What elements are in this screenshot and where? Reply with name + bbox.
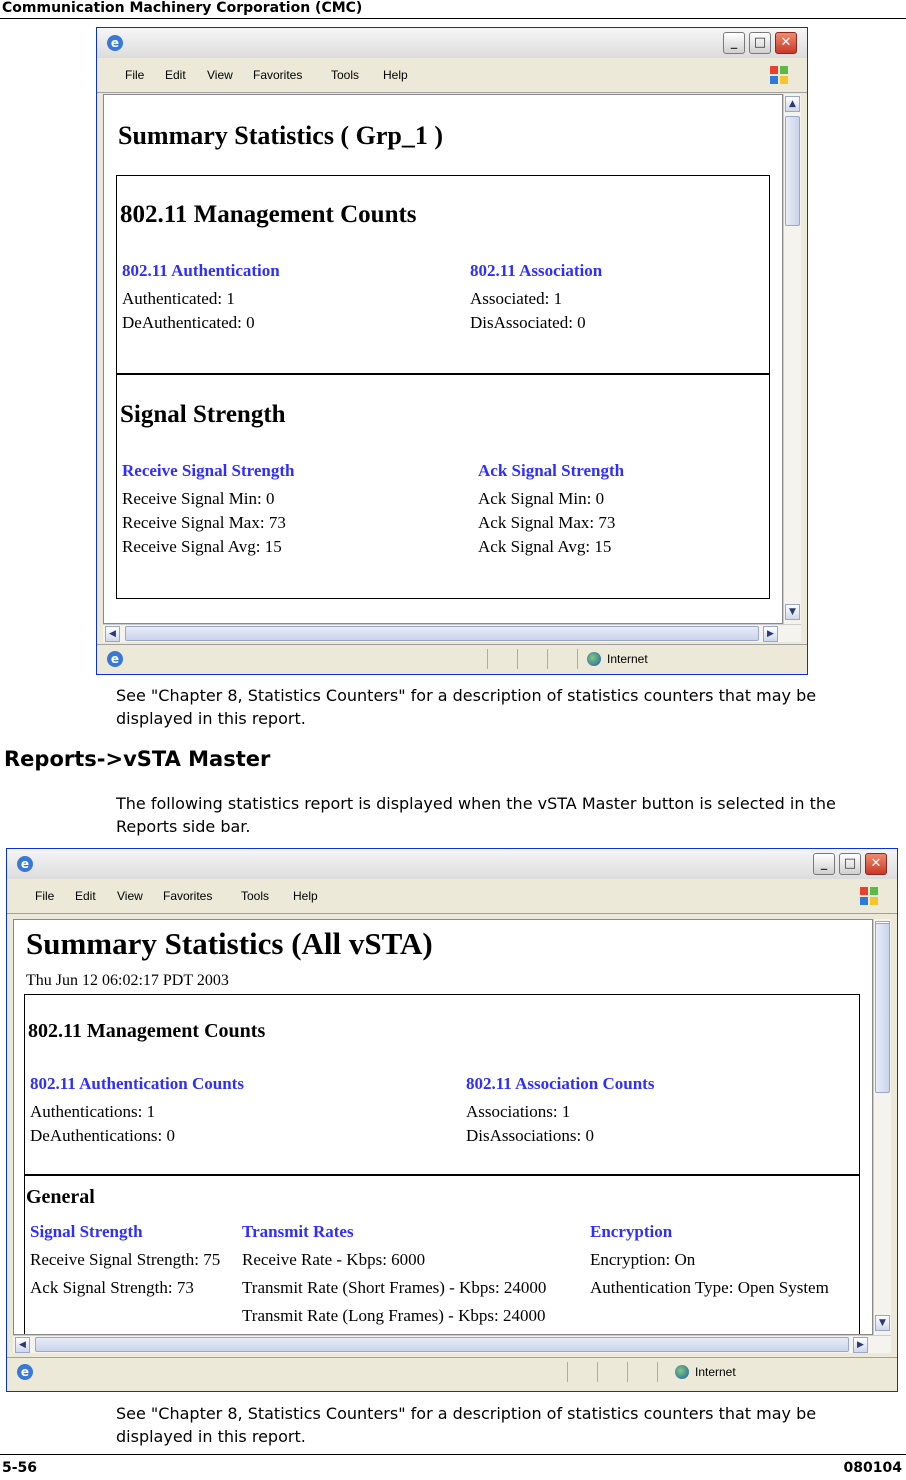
scroll-right-icon[interactable]: ▶ [763,626,778,642]
close-button[interactable]: ✕ [775,32,797,54]
encryption-value: Encryption: On [590,1250,696,1269]
ack-max-value: Ack Signal Max: 73 [478,513,616,532]
page-content [103,94,783,624]
assoc-counts-link[interactable]: 802.11 Association Counts [466,1074,655,1093]
menu-tools[interactable]: Tools [331,68,360,82]
auth-value: Authentications: 1 [30,1102,156,1121]
scroll-left-icon[interactable]: ◀ [105,626,120,642]
status-bar [7,1357,897,1386]
assoc-value: Associations: 1 [466,1102,571,1121]
close-button[interactable]: ✕ [865,853,887,875]
running-header: Communication Machinery Corporation (CMC) [2,0,363,16]
title-bar [7,849,897,880]
auth-counts-link[interactable]: 802.11 Authentication Counts [30,1074,244,1093]
internet-globe-icon [675,1365,689,1379]
scroll-right-icon[interactable]: ▶ [853,1337,868,1353]
page-number: 5-56 [2,1460,38,1476]
status-separator [567,1362,568,1382]
status-zone: Internet [607,652,648,666]
status-separator [597,1362,598,1382]
disassoc-value: DisAssociated: 0 [470,313,586,332]
divider [116,373,770,375]
rx-signal-value: Receive Signal Strength: 75 [30,1250,221,1269]
horizontal-scrollbar[interactable] [13,1335,891,1353]
deauth-value: DeAuthenticated: 0 [122,313,255,332]
paragraph-1: See "Chapter 8, Statistics Counters" for a description of statistics counters that may be displayed in this report. [116,686,817,728]
menu-favorites[interactable]: Favorites [163,889,213,903]
management-heading: 802.11 Management Counts [120,201,417,228]
transmit-rates-link[interactable]: Transmit Rates [242,1222,354,1241]
menu-edit[interactable]: Edit [75,889,96,903]
minimize-button[interactable]: _ [723,32,745,54]
report-date: Thu Jun 12 06:02:17 PDT 2003 [26,972,229,989]
status-separator [517,649,518,669]
tx-short-value: Transmit Rate (Short Frames) - Kbps: 24000 [242,1278,547,1297]
ie-icon: e [17,856,33,872]
tx-long-value: Transmit Rate (Long Frames) - Kbps: 24000 [242,1306,546,1325]
status-separator [627,1362,628,1382]
ack-signal-value: Ack Signal Strength: 73 [30,1278,194,1297]
horizontal-scrollbar[interactable] [103,624,801,642]
vertical-scrollbar[interactable] [873,919,891,1335]
ack-signal-link[interactable]: Ack Signal Strength [478,461,625,480]
scroll-thumb[interactable] [875,923,890,1093]
paragraph-3: See "Chapter 8, Statistics Counters" for a description of statistics counters that may be displayed in this report. [116,1404,817,1446]
page-icon: e [17,1364,33,1380]
report-title: Summary Statistics (All vSTA) [26,926,433,961]
browser-window-allvsta [6,848,898,1392]
menu-help[interactable]: Help [293,889,318,903]
signal-heading: Signal Strength [120,401,286,428]
stats-panel [116,175,770,599]
maximize-button[interactable]: □ [749,32,771,54]
rx-max-value: Receive Signal Max: 73 [122,513,286,532]
scroll-down-icon[interactable]: ▼ [785,604,800,620]
page-icon: e [107,651,123,667]
menu-edit[interactable]: Edit [165,68,186,82]
report-title: Summary Statistics ( Grp_1 ) [118,121,443,150]
title-bar [97,28,807,59]
menu-bar [97,58,807,93]
doc-id: 080104 [843,1460,902,1476]
status-separator [547,649,548,669]
disassoc-value: DisAssociations: 0 [466,1126,594,1145]
signal-strength-link[interactable]: Signal Strength [30,1222,143,1241]
divider [24,1174,860,1176]
deauth-value: DeAuthentications: 0 [30,1126,175,1145]
footer-rule [0,1454,906,1455]
encryption-link[interactable]: Encryption [590,1222,673,1241]
page-content [13,919,873,1335]
menu-view[interactable]: View [117,889,143,903]
hscroll-thumb[interactable] [125,626,759,641]
rx-min-value: Receive Signal Min: 0 [122,489,275,508]
ie-icon: e [107,35,123,51]
scroll-left-icon[interactable]: ◀ [15,1337,30,1353]
menu-favorites[interactable]: Favorites [253,68,303,82]
general-heading: General [26,1186,95,1208]
rx-rate-value: Receive Rate - Kbps: 6000 [242,1250,426,1269]
assoc-link[interactable]: 802.11 Association [470,261,603,280]
auth-type-value: Authentication Type: Open System [590,1278,829,1297]
windows-logo-icon [859,886,879,906]
rx-avg-value: Receive Signal Avg: 15 [122,537,282,556]
browser-window-grp1 [96,27,808,675]
status-zone: Internet [695,1365,736,1379]
maximize-button[interactable]: □ [839,853,861,875]
auth-link[interactable]: 802.11 Authentication [122,261,280,280]
menu-bar [7,879,897,914]
menu-view[interactable]: View [207,68,233,82]
ack-min-value: Ack Signal Min: 0 [478,489,605,508]
assoc-value: Associated: 1 [470,289,563,308]
auth-value: Authenticated: 1 [122,289,235,308]
menu-file[interactable]: File [35,889,55,903]
ack-avg-value: Ack Signal Avg: 15 [478,537,612,556]
status-separator [487,649,488,669]
menu-help[interactable]: Help [383,68,408,82]
windows-logo-icon [769,65,789,85]
header-rule [0,18,906,19]
scroll-up-icon[interactable]: ▲ [785,96,800,112]
management-heading: 802.11 Management Counts [28,1020,266,1042]
menu-tools[interactable]: Tools [241,889,270,903]
vertical-scrollbar[interactable] [783,94,801,624]
hscroll-thumb[interactable] [35,1337,849,1352]
status-separator [577,649,578,669]
menu-file[interactable]: File [125,68,145,82]
status-bar [97,644,807,673]
section-heading: Reports->vSTA Master [4,747,271,771]
scroll-thumb[interactable] [785,116,800,226]
paragraph-2: The following statistics report is displayed when the vSTA Master button is selected in the Reports side bar. [116,794,836,836]
rx-signal-link[interactable]: Receive Signal Strength [122,461,295,480]
minimize-button[interactable]: _ [813,853,835,875]
scroll-down-icon[interactable]: ▼ [875,1315,890,1331]
internet-globe-icon [587,652,601,666]
status-separator [657,1362,658,1382]
